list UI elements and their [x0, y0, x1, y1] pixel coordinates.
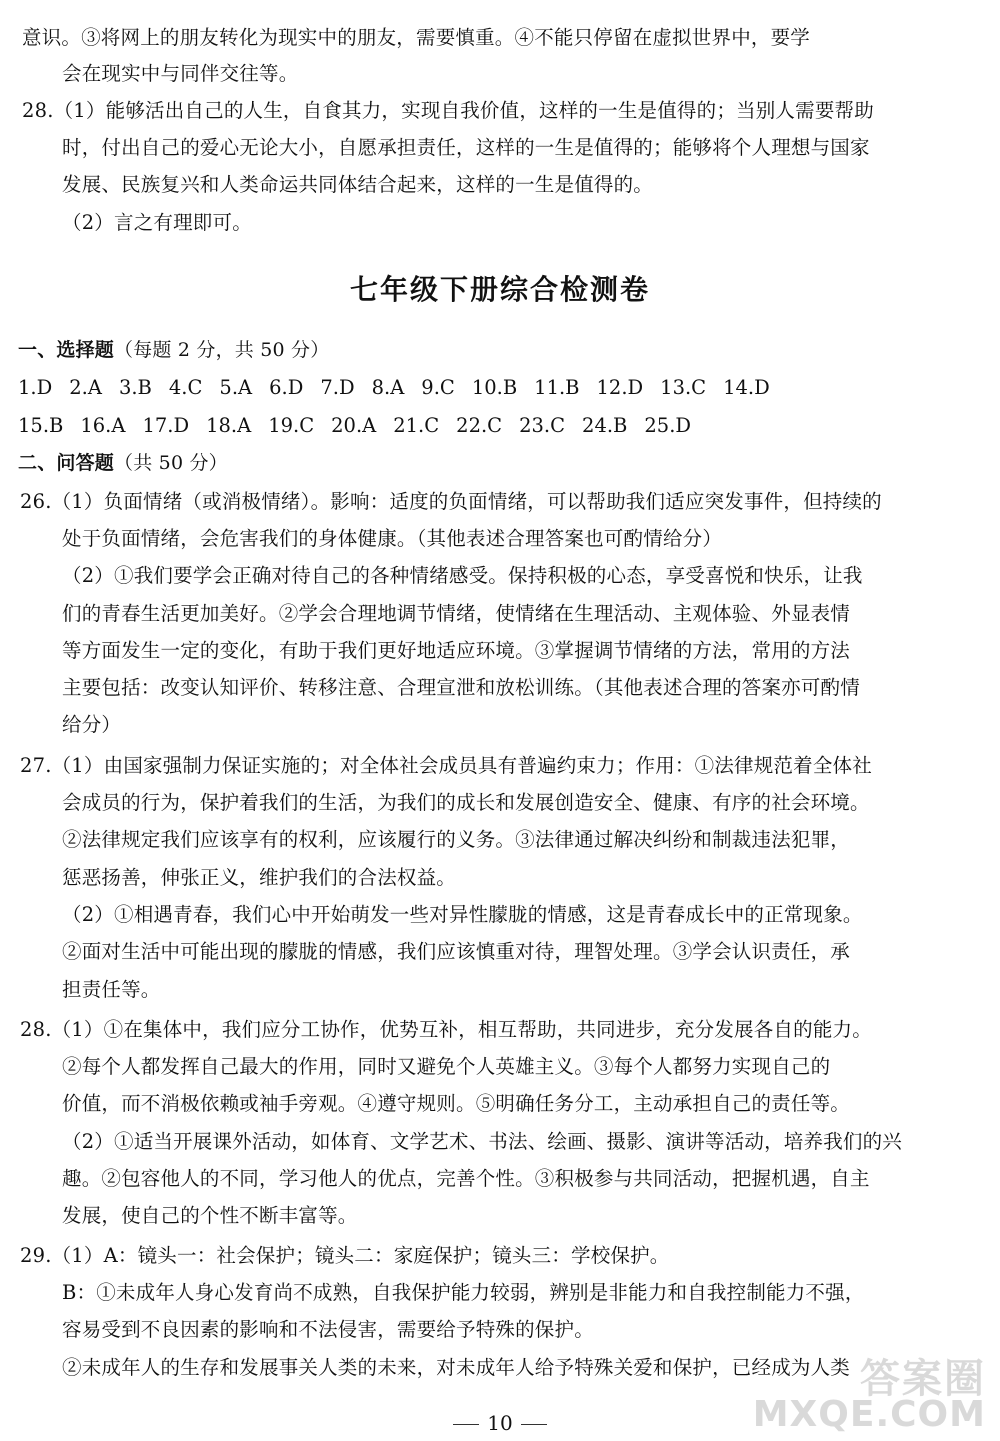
- text-line: ②面对生活中可能出现的朦胧的情感，我们应该慎重对待，理智处理。③学会认识责任，承: [62, 940, 851, 963]
- choice-answer: 14.D: [723, 376, 770, 399]
- choice-answer: 6.D: [269, 376, 304, 399]
- choice-answer: 11.B: [534, 376, 580, 399]
- text-line: 发展、民族复兴和人类命运共同体结合起来，这样的一生是值得的。: [62, 173, 654, 196]
- text-line: 主要包括：改变认知评价、转移注意、合理宣泄和放松训练。（其他表述合理的答案亦可酌情: [62, 676, 860, 699]
- text-line: 价值，而不消极依赖或袖手旁观。④遵守规则。⑤明确任务分工，主动承担自己的责任等。: [62, 1092, 851, 1115]
- section-heading-qa: [18, 445, 228, 481]
- choice-answer: 17.D: [142, 414, 190, 437]
- text-line: B：①未成年人身心发育尚不成熟，自我保护能力较弱，辨别是非能力和自我控制能力不强，: [62, 1281, 865, 1304]
- section-heading-text: 二、问答题: [18, 452, 115, 474]
- watermark-logo: [752, 1347, 994, 1437]
- choice-answer: 2.A: [69, 376, 102, 399]
- exam-title: 七年级下册综合检测卷: [349, 273, 650, 306]
- text-line: 容易受到不良因素的影响和不法侵害，需要给予特殊的保护。: [62, 1318, 594, 1341]
- text-line: 28.（1）①在集体中，我们应分工协作，优势互补，相互帮助，共同进步，充分发展各自的能力。: [20, 1018, 872, 1041]
- section-heading-note: （共 50 分）: [114, 452, 228, 474]
- choice-answer: 18.A: [206, 414, 252, 437]
- choice-answer: 20.A: [331, 414, 377, 437]
- text-line: 28.（1）能够活出自己的人生，自食其力，实现自我价值，这样的一生是值得的；当别人需要帮助: [22, 99, 874, 122]
- text-line: 意识。③将网上的朋友转化为现实中的朋友，需要慎重。④不能只停留在虚拟世界中，要学: [22, 26, 811, 49]
- text-line: （2）①我们要学会正确对待自己的各种情绪感受。保持积极的心态，享受喜悦和快乐，让我: [62, 564, 863, 587]
- text-line: 等方面发生一定的变化，有助于我们更好地适应环境。③掌握调节情绪的方法，常用的方法: [62, 639, 851, 662]
- section-heading-text: 一、选择题: [18, 339, 115, 361]
- page-number-dash: [453, 1424, 479, 1425]
- choice-answer: 19.C: [268, 414, 315, 437]
- text-line: 担责任等。: [62, 978, 161, 1001]
- choice-answers-row-2: [18, 408, 708, 444]
- text-line: （2）①适当开展课外活动，如体育、文学艺术、书法、绘画、摄影、演讲等活动，培养我们的兴: [62, 1130, 903, 1153]
- section-heading-note: （每题 2 分，共 50 分）: [114, 339, 330, 361]
- text-line: 26.（1）负面情绪（或消极情绪）。影响：适度的负面情绪，可以帮助我们适应突发事件，但持续的: [20, 490, 882, 513]
- choice-answer: 23.C: [519, 414, 566, 437]
- choice-answer: 3.B: [118, 376, 152, 399]
- choice-answer: 5.A: [219, 376, 253, 399]
- text-line: 发展，使自己的个性不断丰富等。: [62, 1204, 358, 1227]
- watermark-en: MXQE.COM: [752, 1394, 986, 1435]
- choice-answer: 13.C: [660, 376, 707, 399]
- text-line: 给分）: [62, 713, 122, 736]
- watermark-cn: 答案圈: [860, 1356, 986, 1402]
- text-line: 会成员的行为，保护着我们的生活，为我们的成长和发展创造安全、健康、有序的社会环境。: [62, 791, 870, 814]
- text-line: 会在现实中与同伴交往等。: [62, 62, 299, 85]
- choice-answer: 4.C: [168, 376, 203, 399]
- choice-answers-row-1: [18, 370, 787, 406]
- choice-answer: 21.C: [393, 414, 440, 437]
- text-line: 趣。②包容他人的不同，学习他人的优点，完善个性。③积极参与共同活动，把握机遇，自主: [62, 1167, 870, 1190]
- text-line: ②每个人都发挥自己最大的作用，同时又避免个人英雄主义。③每个人都努力实现自己的: [62, 1055, 831, 1078]
- text-line: ②未成年人的生存和发展事关人类的未来，对未成年人给予特殊关爱和保护，已经成为人类: [62, 1356, 851, 1379]
- choice-answer: 7.D: [320, 376, 355, 399]
- text-line: （2）言之有理即可。: [62, 211, 252, 234]
- choice-answer: 24.B: [582, 414, 628, 437]
- choice-answer: 16.A: [80, 414, 126, 437]
- text-line: 时，付出自己的爱心无论大小，自愿承担责任，这样的一生是值得的；能够将个人理想与国家: [62, 136, 870, 159]
- choice-answer: 8.A: [371, 376, 405, 399]
- choice-answer: 25.D: [644, 414, 692, 437]
- text-line: 处于负面情绪，会危害我们的身体健康。（其他表述合理答案也可酌情给分）: [62, 527, 723, 550]
- text-line: ②法律规定我们应该享有的权利，应该履行的义务。③法律通过解决纠纷和制裁违法犯罪，: [62, 828, 851, 851]
- text-line: 29.（1）A：镜头一：社会保护；镜头二：家庭保护；镜头三：学校保护。: [20, 1244, 670, 1267]
- choice-answer: 22.C: [456, 414, 503, 437]
- page-number-text: 10: [487, 1411, 513, 1435]
- page-number-dash: [521, 1424, 547, 1425]
- choice-answer: 10.B: [471, 376, 518, 399]
- section-heading-choice: [18, 332, 329, 368]
- choice-answer: 1.D: [18, 376, 53, 399]
- text-line: 惩恶扬善，伸张正义，维护我们的合法权益。: [62, 866, 457, 889]
- text-line: （2）①相遇青春，我们心中开始萌发一些对异性朦胧的情感，这是青春成长中的正常现象。: [62, 903, 863, 926]
- text-line: 27.（1）由国家强制力保证实施的；对全体社会成员具有普遍约束力；作用：①法律规范着全体社: [20, 754, 872, 777]
- choice-answer: 12.D: [596, 376, 644, 399]
- text-line: 们的青春生活更加美好。②学会合理地调节情绪，使情绪在生理活动、主观体验、外显表情: [62, 602, 851, 625]
- choice-answer: 15.B: [18, 414, 64, 437]
- choice-answer: 9.C: [421, 376, 455, 399]
